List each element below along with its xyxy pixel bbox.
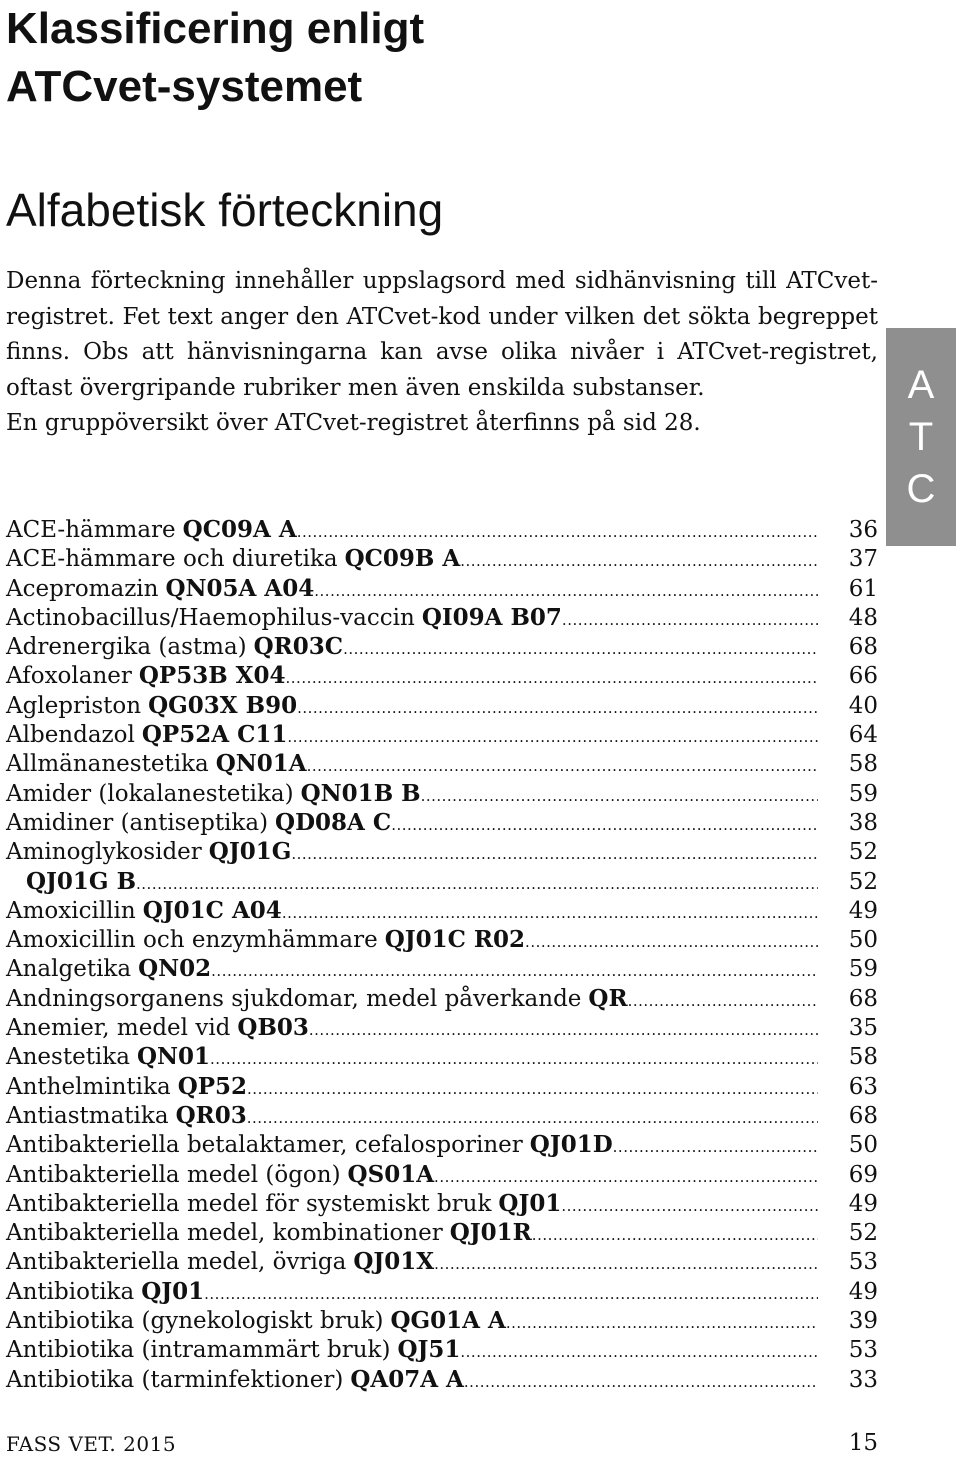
page-reference: 35 — [848, 1015, 878, 1042]
atc-code: QN01A — [215, 750, 307, 778]
term-label: Afoxolaner — [6, 663, 132, 690]
index-term — [6, 926, 525, 953]
atc-code: QN02 — [138, 955, 212, 983]
page-reference: 40 — [848, 692, 878, 719]
index-term — [6, 633, 343, 660]
index-term — [6, 1102, 247, 1129]
dot-leader — [628, 992, 818, 1010]
index-entry — [6, 1336, 878, 1365]
dot-leader — [460, 1343, 818, 1361]
atc-code: QP53B X04 — [138, 662, 286, 690]
term-label: Antibakteriella medel, övriga — [6, 1249, 347, 1276]
atc-code: QJ01D — [529, 1131, 613, 1159]
page-reference: 58 — [848, 751, 878, 778]
dot-leader — [136, 875, 818, 893]
index-entry — [6, 545, 878, 574]
index-term — [6, 662, 286, 689]
dot-leader — [286, 669, 818, 687]
index-term — [6, 692, 297, 719]
index-entry — [6, 516, 878, 545]
term-label: Amidiner (antiseptika) — [6, 809, 269, 836]
dot-leader — [391, 816, 818, 834]
term-label: Analgetika — [6, 956, 132, 983]
index-entry — [6, 1073, 878, 1102]
page-reference: 39 — [848, 1308, 878, 1335]
term-label: Acepromazin — [6, 575, 159, 602]
intro-text — [6, 264, 878, 442]
dot-leader — [561, 1197, 818, 1215]
index-entry — [6, 1190, 878, 1219]
term-label: Anestetika — [6, 1044, 130, 1071]
atc-code: QN01B B — [300, 779, 421, 807]
atc-code: QR03C — [253, 633, 344, 661]
index-entry — [6, 1102, 878, 1131]
index-entry — [6, 780, 878, 809]
index-entry — [6, 985, 878, 1014]
index-term — [6, 1073, 247, 1100]
dot-leader — [210, 1050, 818, 1068]
term-label: Andningsorganens sjukdomar, medel påverkande — [6, 985, 582, 1012]
term-label: Actinobacillus/Haemophilus-vaccin — [6, 604, 415, 631]
index-entry — [6, 750, 878, 779]
index-entry — [6, 926, 878, 955]
dot-leader — [525, 933, 818, 951]
dot-leader — [297, 523, 818, 541]
index-term — [26, 868, 136, 895]
index-term — [6, 1248, 434, 1275]
index-term — [6, 516, 297, 543]
dot-leader — [343, 640, 818, 658]
index-entry — [6, 604, 878, 633]
term-label: Antiastmatika — [6, 1102, 169, 1129]
tab-letter-t: T — [908, 415, 934, 459]
term-label: Antibakteriella medel (ögon) — [6, 1161, 341, 1188]
dot-leader — [282, 904, 818, 922]
index-entry — [6, 633, 878, 662]
atc-code: QN05A A04 — [165, 574, 315, 602]
dot-leader — [532, 1226, 818, 1244]
index-entry — [6, 692, 878, 721]
page-reference: 50 — [848, 927, 878, 954]
index-entry — [6, 662, 878, 691]
atc-code: QJ01R — [449, 1219, 532, 1247]
dot-leader — [562, 611, 818, 629]
index-term — [6, 721, 287, 748]
page-reference: 69 — [848, 1161, 878, 1188]
index-term — [6, 1161, 434, 1188]
dot-leader — [211, 962, 818, 980]
intro-paragraph-1: Denna förteckning innehåller uppslagsord med sidhänvisning till ATCvet-registret. Fet text anger den ATCvet-kod under vilken det sökta begreppet finns. Obs att hänvisningarna kan avse olika nivåer i ATCvet-registret, oftast övergripande rubriker men även enskilda substanser. — [6, 268, 878, 401]
term-label: ACE-hämmare och diuretika — [6, 546, 338, 573]
page-reference: 38 — [848, 809, 878, 836]
term-label: Anthelmintika — [6, 1073, 171, 1100]
index-list — [6, 516, 878, 1395]
index-term — [6, 780, 421, 807]
page-reference: 49 — [848, 1190, 878, 1217]
atc-code: QJ01C A04 — [142, 896, 282, 924]
index-term — [6, 838, 291, 865]
page-reference: 61 — [848, 575, 878, 602]
page-title — [6, 0, 706, 116]
index-entry — [6, 838, 878, 867]
index-term — [6, 1190, 561, 1217]
page-reference: 52 — [848, 839, 878, 866]
atc-code: QS01A — [347, 1160, 435, 1188]
term-label: Antibiotika — [6, 1278, 135, 1305]
atc-code: QC09B A — [344, 545, 461, 573]
page-reference: 59 — [848, 956, 878, 983]
page-reference: 36 — [848, 517, 878, 543]
dot-leader — [506, 1314, 818, 1332]
dot-leader — [247, 1109, 818, 1127]
page-title-line-1: Klassificering enligt — [6, 4, 425, 53]
page-reference: 59 — [848, 780, 878, 807]
index-term — [6, 897, 282, 924]
index-term — [6, 1219, 532, 1246]
dot-leader — [287, 728, 818, 746]
atc-tab-index — [886, 328, 956, 546]
term-label: Aminoglykosider — [6, 839, 202, 866]
index-term — [6, 1307, 506, 1334]
atc-code: QR03 — [175, 1101, 247, 1129]
index-entry — [6, 1014, 878, 1043]
term-label: Antibiotika (tarminfektioner) — [6, 1366, 344, 1393]
dot-leader — [613, 1138, 818, 1156]
term-label: Antibakteriella betalaktamer, cefalosporiner — [6, 1132, 523, 1159]
index-term — [6, 1336, 460, 1363]
tab-letter-c: C — [906, 467, 936, 511]
index-term — [6, 809, 391, 836]
index-entry — [6, 809, 878, 838]
page-reference: 53 — [848, 1337, 878, 1364]
atc-code: QD08A C — [275, 808, 392, 836]
page-reference: 52 — [848, 868, 878, 895]
atc-code: QR — [588, 984, 628, 1012]
index-entry — [6, 1307, 878, 1336]
atc-code: QG03X B90 — [148, 691, 298, 719]
page-reference: 33 — [848, 1366, 878, 1393]
index-term — [6, 955, 211, 982]
page-reference: 37 — [848, 546, 878, 573]
page-reference: 68 — [848, 1102, 878, 1129]
atc-code: QC09A A — [182, 516, 297, 543]
term-label: Amoxicillin — [6, 897, 136, 924]
dot-leader — [291, 845, 818, 863]
page-reference: 49 — [848, 897, 878, 924]
footer-publication: FASS VET. 2015 — [6, 1432, 177, 1456]
term-label: Antibakteriella medel för systemiskt bruk — [6, 1190, 492, 1217]
dot-leader — [307, 757, 818, 775]
term-label: Anemier, medel vid — [6, 1015, 231, 1042]
dot-leader — [314, 582, 818, 600]
atc-code: QG01A A — [390, 1307, 506, 1335]
atc-code: QA07A A — [350, 1365, 464, 1393]
page-reference: 64 — [848, 722, 878, 749]
atc-code: QB03 — [237, 1014, 309, 1042]
page-reference: 52 — [848, 1220, 878, 1247]
page-reference: 53 — [848, 1249, 878, 1276]
atc-code: QJ01 — [141, 1277, 205, 1305]
index-entry — [6, 721, 878, 750]
atc-code: QJ01 — [498, 1189, 562, 1217]
index-term — [6, 575, 314, 602]
index-entry — [6, 955, 878, 984]
index-term — [6, 604, 562, 631]
index-term — [6, 545, 460, 572]
term-label: Allmänanestetika — [6, 751, 209, 778]
index-entry — [6, 1278, 878, 1307]
footer-page-number: 15 — [848, 1430, 878, 1456]
page-reference: 68 — [848, 634, 878, 661]
index-term — [6, 1366, 464, 1393]
index-entry — [6, 1043, 878, 1072]
atc-code: QP52 — [177, 1072, 248, 1100]
index-entry — [6, 1131, 878, 1160]
dot-leader — [297, 699, 818, 717]
dot-leader — [204, 1285, 818, 1303]
index-entry — [6, 1161, 878, 1190]
dot-leader — [460, 552, 818, 570]
term-label: Albendazol — [6, 722, 135, 749]
index-entry — [6, 868, 878, 897]
page-reference: 49 — [848, 1278, 878, 1305]
intro-paragraph-2: En gruppöversikt över ATCvet-registret återfinns på sid 28. — [6, 410, 701, 436]
term-label: ACE-hämmare — [6, 517, 176, 543]
term-label: Antibiotika (gynekologiskt bruk) — [6, 1308, 384, 1335]
dot-leader — [247, 1080, 818, 1098]
atc-code: QI09A B07 — [421, 603, 562, 631]
dot-leader — [421, 787, 818, 805]
page-reference: 58 — [848, 1044, 878, 1071]
atc-code: QJ01C R02 — [384, 926, 526, 954]
section-title: Alfabetisk förteckning — [6, 184, 444, 236]
page-reference: 50 — [848, 1132, 878, 1159]
page-title-line-2: ATCvet-systemet — [6, 62, 363, 111]
page-reference: 66 — [848, 663, 878, 690]
index-entry — [6, 1248, 878, 1277]
term-label: Aglepriston — [6, 692, 142, 719]
index-entry — [6, 575, 878, 604]
index-term — [6, 985, 628, 1012]
index-entry — [6, 1366, 878, 1395]
term-label: Antibiotika (intramammärt bruk) — [6, 1337, 391, 1364]
index-term — [6, 750, 307, 777]
page-reference: 63 — [848, 1073, 878, 1100]
atc-code: QJ51 — [397, 1336, 461, 1364]
index-term — [6, 1278, 204, 1305]
page-reference: 68 — [848, 985, 878, 1012]
atc-code: QJ01G — [208, 838, 292, 866]
term-label: Amoxicillin och enzymhämmare — [6, 927, 378, 954]
atc-code: QJ01X — [353, 1248, 435, 1276]
dot-leader — [434, 1255, 818, 1273]
term-label: Adrenergika (astma) — [6, 634, 247, 661]
dot-leader — [309, 1021, 818, 1039]
atc-code: QP52A C11 — [141, 721, 288, 749]
term-label: Antibakteriella medel, kombinationer — [6, 1220, 443, 1247]
page-reference: 48 — [848, 604, 878, 631]
index-entry — [6, 897, 878, 926]
atc-code: QJ01G B — [26, 867, 137, 895]
index-entry — [6, 1219, 878, 1248]
index-term — [6, 1131, 613, 1158]
atc-code: QN01 — [136, 1043, 211, 1071]
dot-leader — [464, 1373, 818, 1391]
index-term — [6, 1014, 309, 1041]
index-term — [6, 1043, 210, 1070]
tab-letter-a: A — [907, 363, 935, 407]
term-label: Amider (lokalanestetika) — [6, 780, 294, 807]
dot-leader — [434, 1168, 818, 1186]
